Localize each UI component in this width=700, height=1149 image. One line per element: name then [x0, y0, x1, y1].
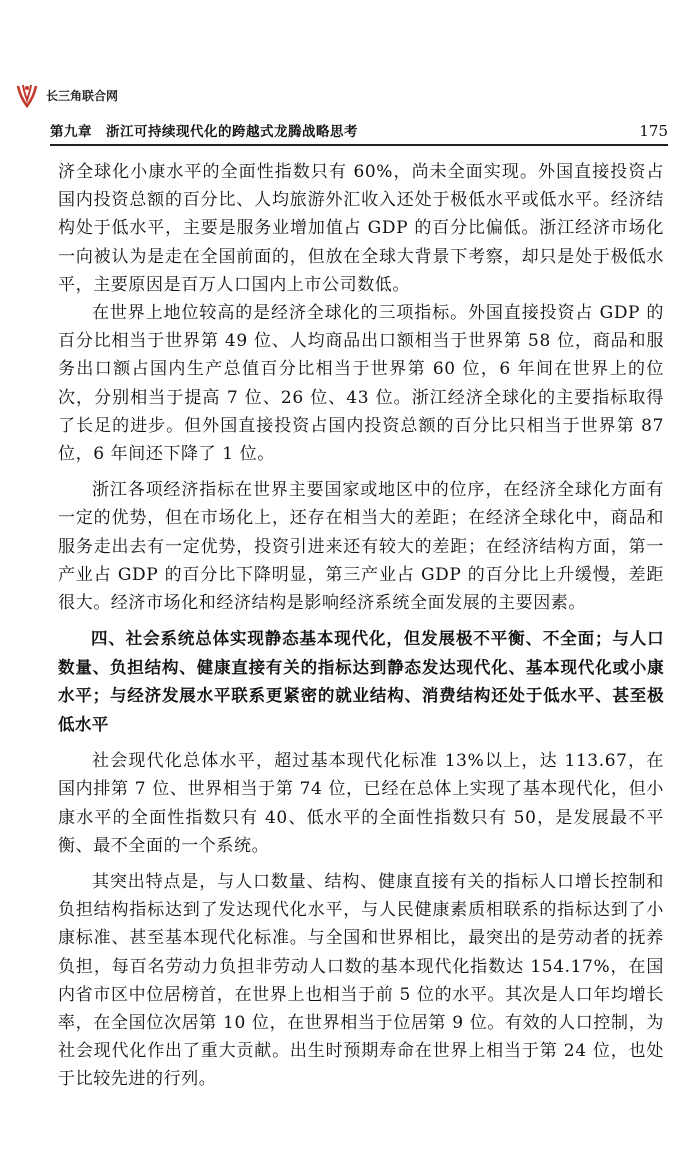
page-body — [58, 158, 664, 1094]
body-paragraph: 浙江各项经济指标在世界主要国家或地区中的位序，在经济全球化方面有一定的优势，但在市场化上，还存在相当大的差距；在经济全球化中，商品和服务走出去有一定优势，投资引进来还有较大的差距；在经济结构方面，第一产业占 GDP 的百分比下降明显，第三产业占 GDP 的百分比上升缓慢，差距很大。经济市场化和经济结构是影响经济系统全面发展的主要因素。 — [58, 480, 664, 614]
body-paragraph: 其突出特点是，与人口数量、结构、健康直接有关的指标人口增长控制和负担结构指标达到了发达现代化水平，与人民健康素质相联系的指标达到了小康标准、甚至基本现代化标准。与全国和世界相比，最突出的是劳动者的抚养负担，每百名劳动力负担非劳动人口数的基本现代化指数达 154.17%，在国内省市区中位居榜首，在世界上也相当于前 5 位的水平。其次是人口年均增长率，在全国位次居第 10 位，在世界相当于位居第 9 位。有效的人口控制，为社会现代化作出了重大贡献。出生时预期寿命在世界上相当于第 24 位，也处于比较先进的行列。 — [58, 872, 664, 1090]
page-number: 175 — [639, 122, 668, 140]
section-heading: 四、社会系统总体实现静态基本现代化，但发展极不平衡、不全面；与人口数量、负担结构、健康直接有关的指标达到静态发达现代化、基本现代化或小康水平；与经济发展水平联系更紧密的就业结构、消费结构还处于低水平、甚至极低水平 — [58, 629, 664, 734]
logo-emblem-icon — [14, 82, 40, 108]
chapter-title: 第九章 浙江可持续现代化的跨越式龙腾战略思考 — [50, 124, 358, 140]
running-header — [50, 120, 668, 140]
logo-text: 长三角联合网 — [46, 88, 119, 103]
header-rule — [50, 144, 668, 146]
body-paragraph: 社会现代化总体水平，超过基本现代化标准 13%以上，达 113.67，在国内排第 7 位、世界相当于第 74 位，已经在总体上实现了基本现代化，但小康水平的全面性指数只有 40、低水平的全面性指数只有 50，是发展最不平衡、最不全面的一个系统。 — [58, 751, 664, 856]
body-paragraph: 济全球化小康水平的全面性指数只有 60%，尚未全面实现。外国直接投资占国内投资总额的百分比、人均旅游外汇收入还处于极低水平或低水平。经济结构处于低水平，主要是服务业增加值占 GDP 的百分比偏低。浙江经济市场化一向被认为是走在全国前面的，但放在全球大背景下考察，却只是处于极低水平，主要原因是百万人口国内上市公司数低。 — [58, 162, 664, 295]
body-paragraph: 在世界上地位较高的是经济全球化的三项指标。外国直接投资占 GDP 的百分比相当于世界第 49 位、人均商品出口额相当于世界第 58 位，商品和服务出口额占国内生产总值百分比相当于世界第 60 位，6 年间在世界上的位次，分别相当于提高 7 位、26 位、43 位。浙江经济全球化的主要指标取得了长足的进步。但外国直接投资占国内投资总额的百分比只相当于世界第 87 位，6 年间还下降了 1 位。 — [58, 303, 664, 465]
site-logo — [14, 82, 118, 108]
